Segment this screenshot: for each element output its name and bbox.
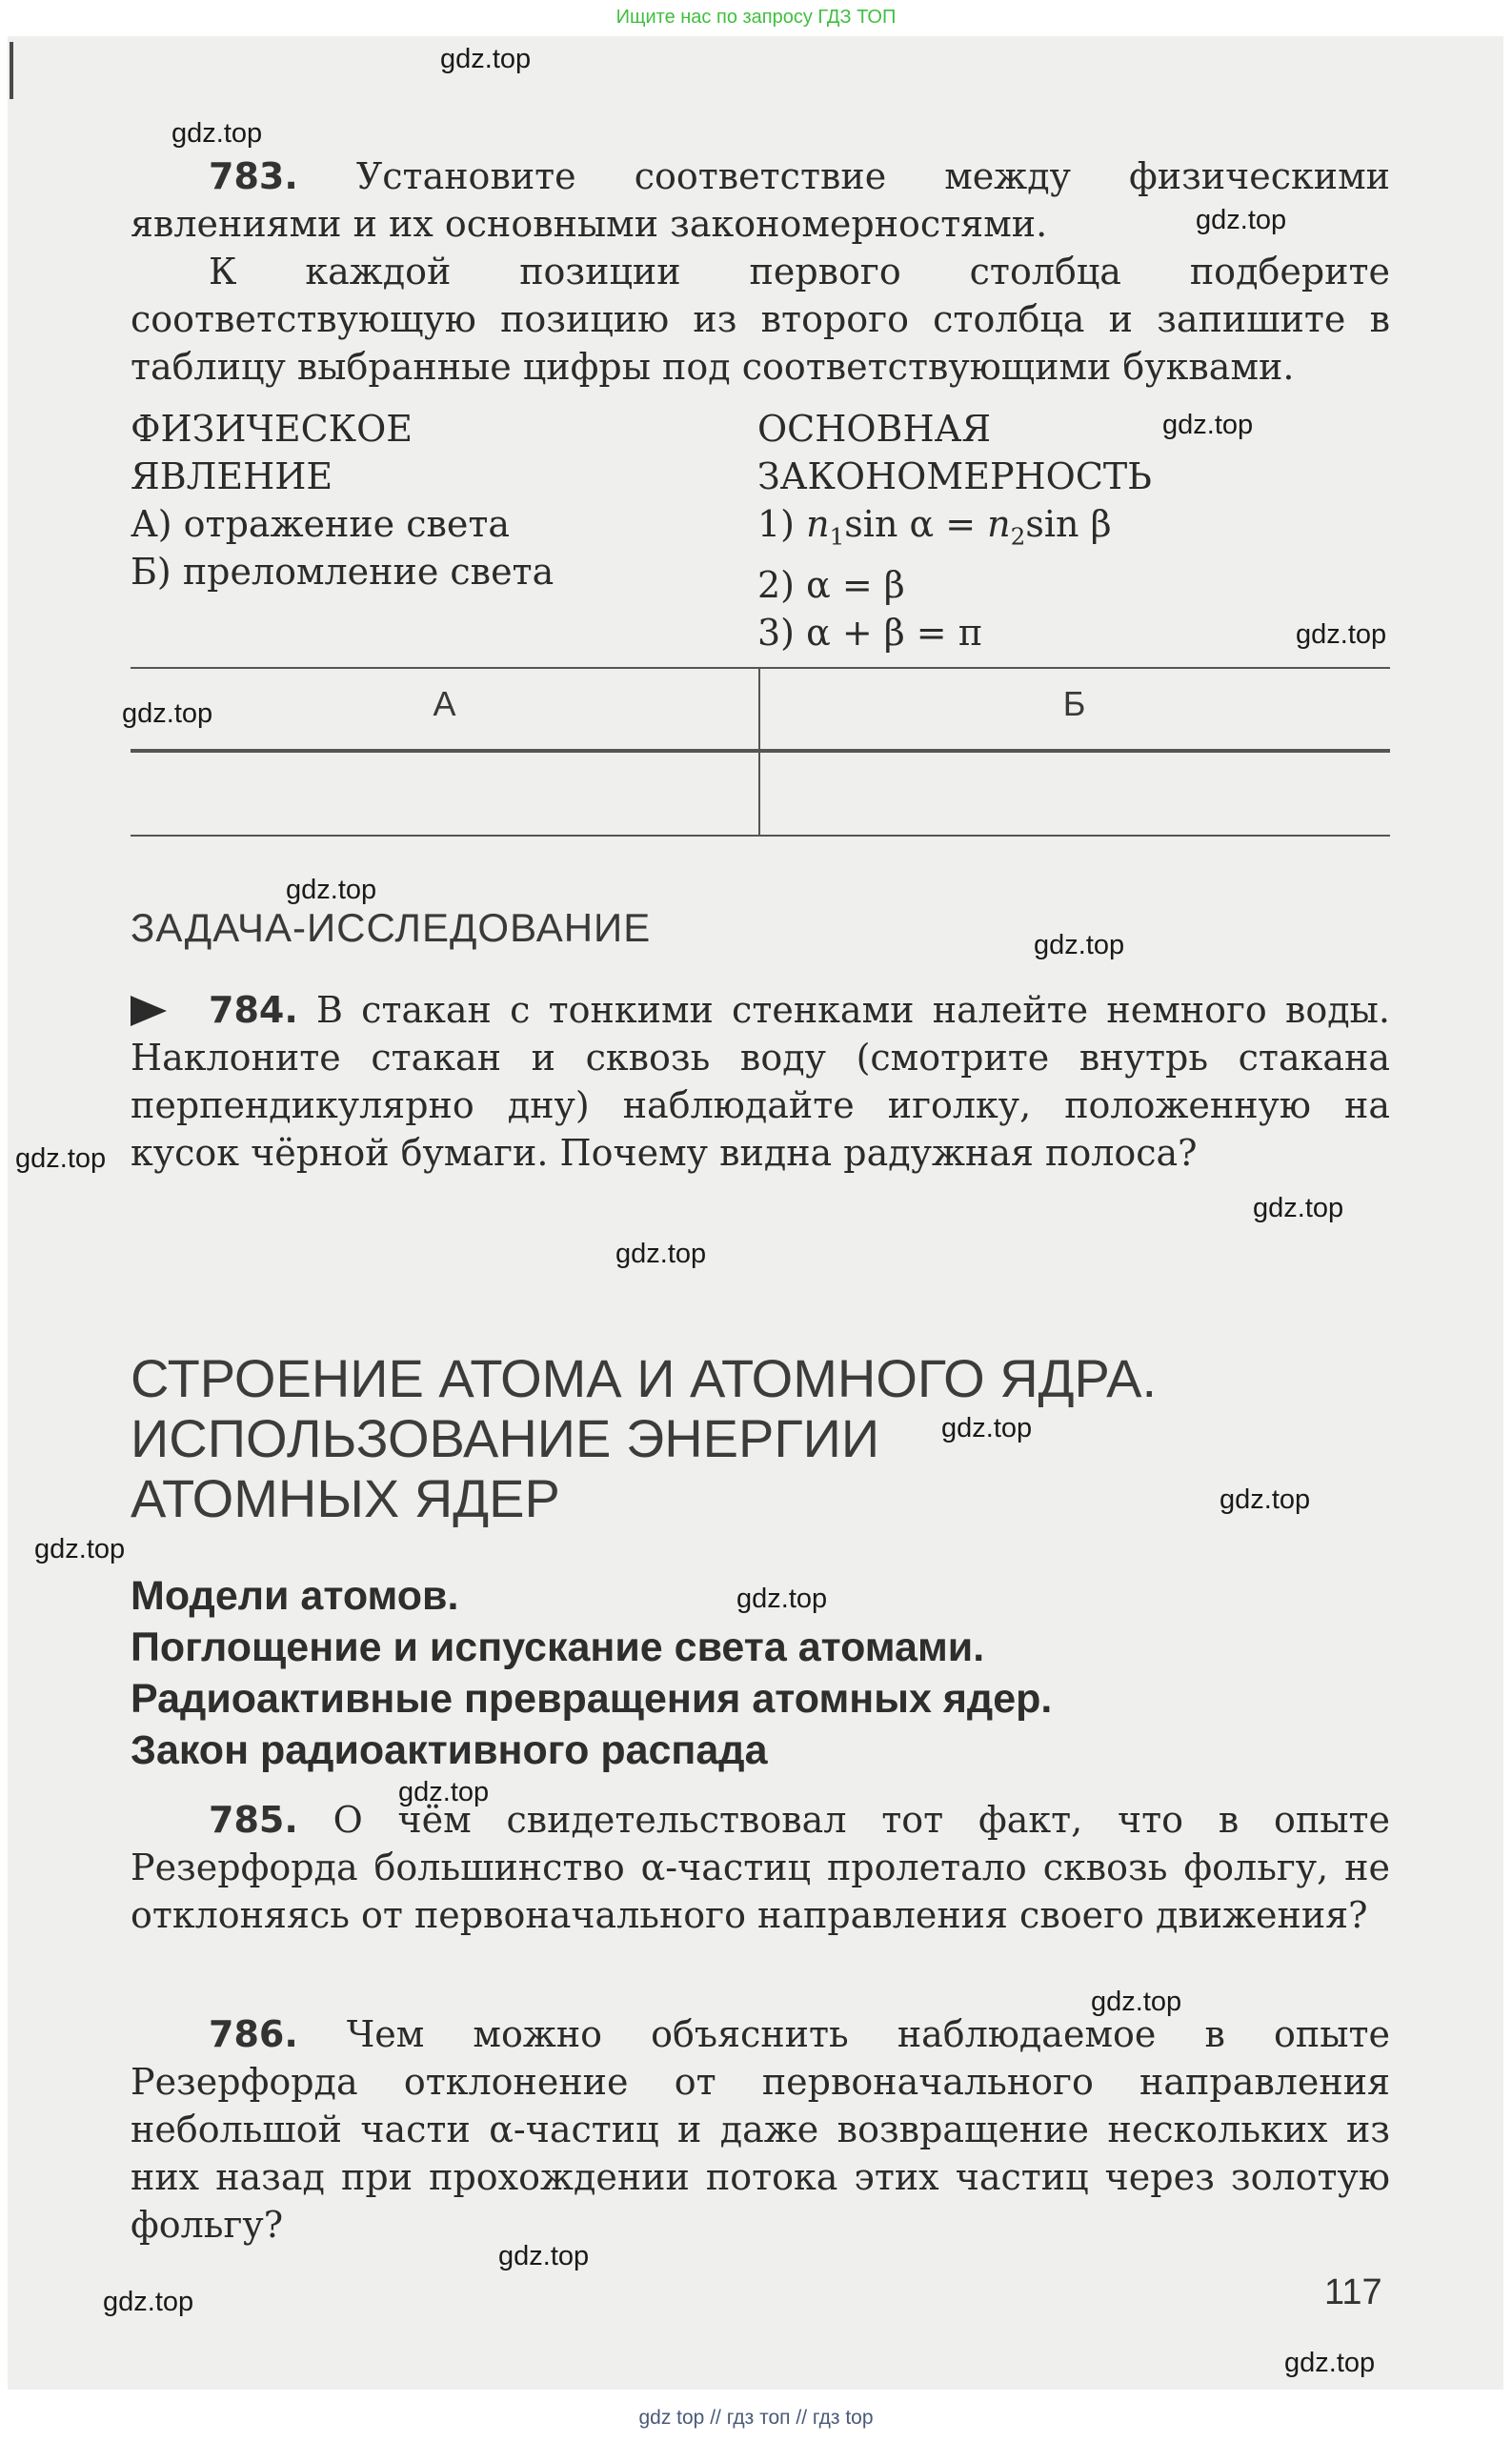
watermark: gdz.top xyxy=(1253,1193,1344,1223)
watermark: gdz.top xyxy=(941,1413,1033,1443)
answer-table xyxy=(131,667,1390,837)
watermark: gdz.top xyxy=(1284,2348,1376,2378)
table-top-rule xyxy=(131,667,1390,669)
table-bottom-rule xyxy=(131,835,1390,837)
bottom-banner[interactable]: gdz top // гдз топ // гдз top xyxy=(638,2407,874,2429)
problem-786-number: 786. xyxy=(209,2013,298,2055)
watermark: gdz.top xyxy=(1296,619,1387,650)
chapter-title-line3: АТОМНЫХ ЯДЕР xyxy=(131,1468,560,1528)
phenomenon-header-line2: ЯВЛЕНИЕ xyxy=(131,455,333,497)
table-header-rule xyxy=(131,749,1390,753)
problem-784-text: В стакан с тонкими стенками налейте немного воды. Наклоните стакан и сквозь воду (смотрите внутрь стакана перпендикулярно дну) наблюдайте иголку, положенную на кусок чёрной бумаги. Почему видна радужная полоса? xyxy=(131,989,1390,1174)
section-title-line3: Радиоактивные превращения атомных ядер. xyxy=(131,1676,1053,1722)
chapter-title-line1: СТРОЕНИЕ АТОМА И АТОМНОГО ЯДРА. xyxy=(131,1348,1158,1408)
section-title xyxy=(131,1570,1052,1776)
watermark: gdz.top xyxy=(1196,205,1287,235)
problem-783-number: 783. xyxy=(209,155,298,197)
section-title-line4: Закон радиоактивного распада xyxy=(131,1727,768,1773)
problem-786 xyxy=(131,2010,1390,2249)
phenomenon-column xyxy=(131,405,554,595)
watermark: gdz.top xyxy=(498,2241,590,2271)
phenomenon-item-b: Б) преломление света xyxy=(131,551,554,593)
watermark: gdz.top xyxy=(103,2287,194,2317)
watermark: gdz.top xyxy=(1220,1484,1311,1515)
table-col-a: А xyxy=(433,684,456,723)
law-header-line2: ЗАКОНОМЕРНОСТЬ xyxy=(757,455,1152,497)
phenomenon-header-line1: ФИЗИЧЕСКОЕ xyxy=(131,408,413,450)
watermark: gdz.top xyxy=(736,1584,828,1614)
watermark: gdz.top xyxy=(34,1534,126,1564)
watermark: gdz.top xyxy=(122,698,213,729)
section-title-line2: Поглощение и испускание света атомами. xyxy=(131,1625,985,1670)
problem-783-text: Установите соответствие между физическими явлениями и их основными закономерностями. xyxy=(131,155,1390,245)
law-item-2: 2) α = β xyxy=(757,563,905,606)
watermark: gdz.top xyxy=(171,118,263,149)
law-item-3: 3) α + β = π xyxy=(757,611,982,654)
section-title-line1: Модели атомов. xyxy=(131,1573,459,1619)
page-spine-edge xyxy=(10,42,13,99)
problem-785 xyxy=(131,1796,1390,1939)
research-heading: ЗАДАЧА-ИССЛЕДОВАНИЕ xyxy=(131,905,652,950)
watermark: gdz.top xyxy=(440,44,532,74)
table-col-b: Б xyxy=(1062,684,1086,723)
law-header-line1: ОСНОВНАЯ xyxy=(757,408,992,450)
problem-785-number: 785. xyxy=(209,1799,298,1841)
problem-786-text: Чем можно объяснить наблюдаемое в опыте Резерфорда отклонение от первоначального направления небольшой части α-частиц и даже возвращение нескольких из них назад при прохождении потока этих частиц через золотую фольгу? xyxy=(131,2013,1390,2246)
law-item-1: 1) $n_1\sin$ $\alpha = n_2\sin$ β xyxy=(757,503,1112,551)
watermark: gdz.top xyxy=(286,875,377,905)
problem-784 xyxy=(131,986,1390,1177)
watermark: gdz.top xyxy=(1034,930,1125,960)
watermark: gdz.top xyxy=(398,1777,490,1807)
problem-785-text: О чём свидетельствовал тот факт, что в опыте Резерфорда большинство α-частиц пролетало сквозь фольгу, не отклоняясь от первоначального направления своего движения? xyxy=(131,1799,1390,1936)
watermark: gdz.top xyxy=(615,1239,707,1269)
law-column xyxy=(757,405,1152,656)
page-number: 117 xyxy=(1324,2272,1382,2312)
problem-783-instruction: К каждой позиции первого столбца подберите соответствующую позицию из второго столбца и запишите в таблицу выбранные цифры под соответствующими буквами. xyxy=(131,251,1390,388)
chapter-title-line2: ИСПОЛЬЗОВАНИЕ ЭНЕРГИИ xyxy=(131,1408,880,1468)
phenomenon-item-a: А) отражение света xyxy=(131,503,511,545)
top-banner[interactable]: Ищите нас по запросу ГДЗ ТОП xyxy=(615,7,897,28)
watermark: gdz.top xyxy=(1162,410,1254,440)
problem-784-number: 784. xyxy=(209,989,298,1031)
watermark: gdz.top xyxy=(1091,1987,1182,2017)
watermark: gdz.top xyxy=(15,1143,107,1174)
